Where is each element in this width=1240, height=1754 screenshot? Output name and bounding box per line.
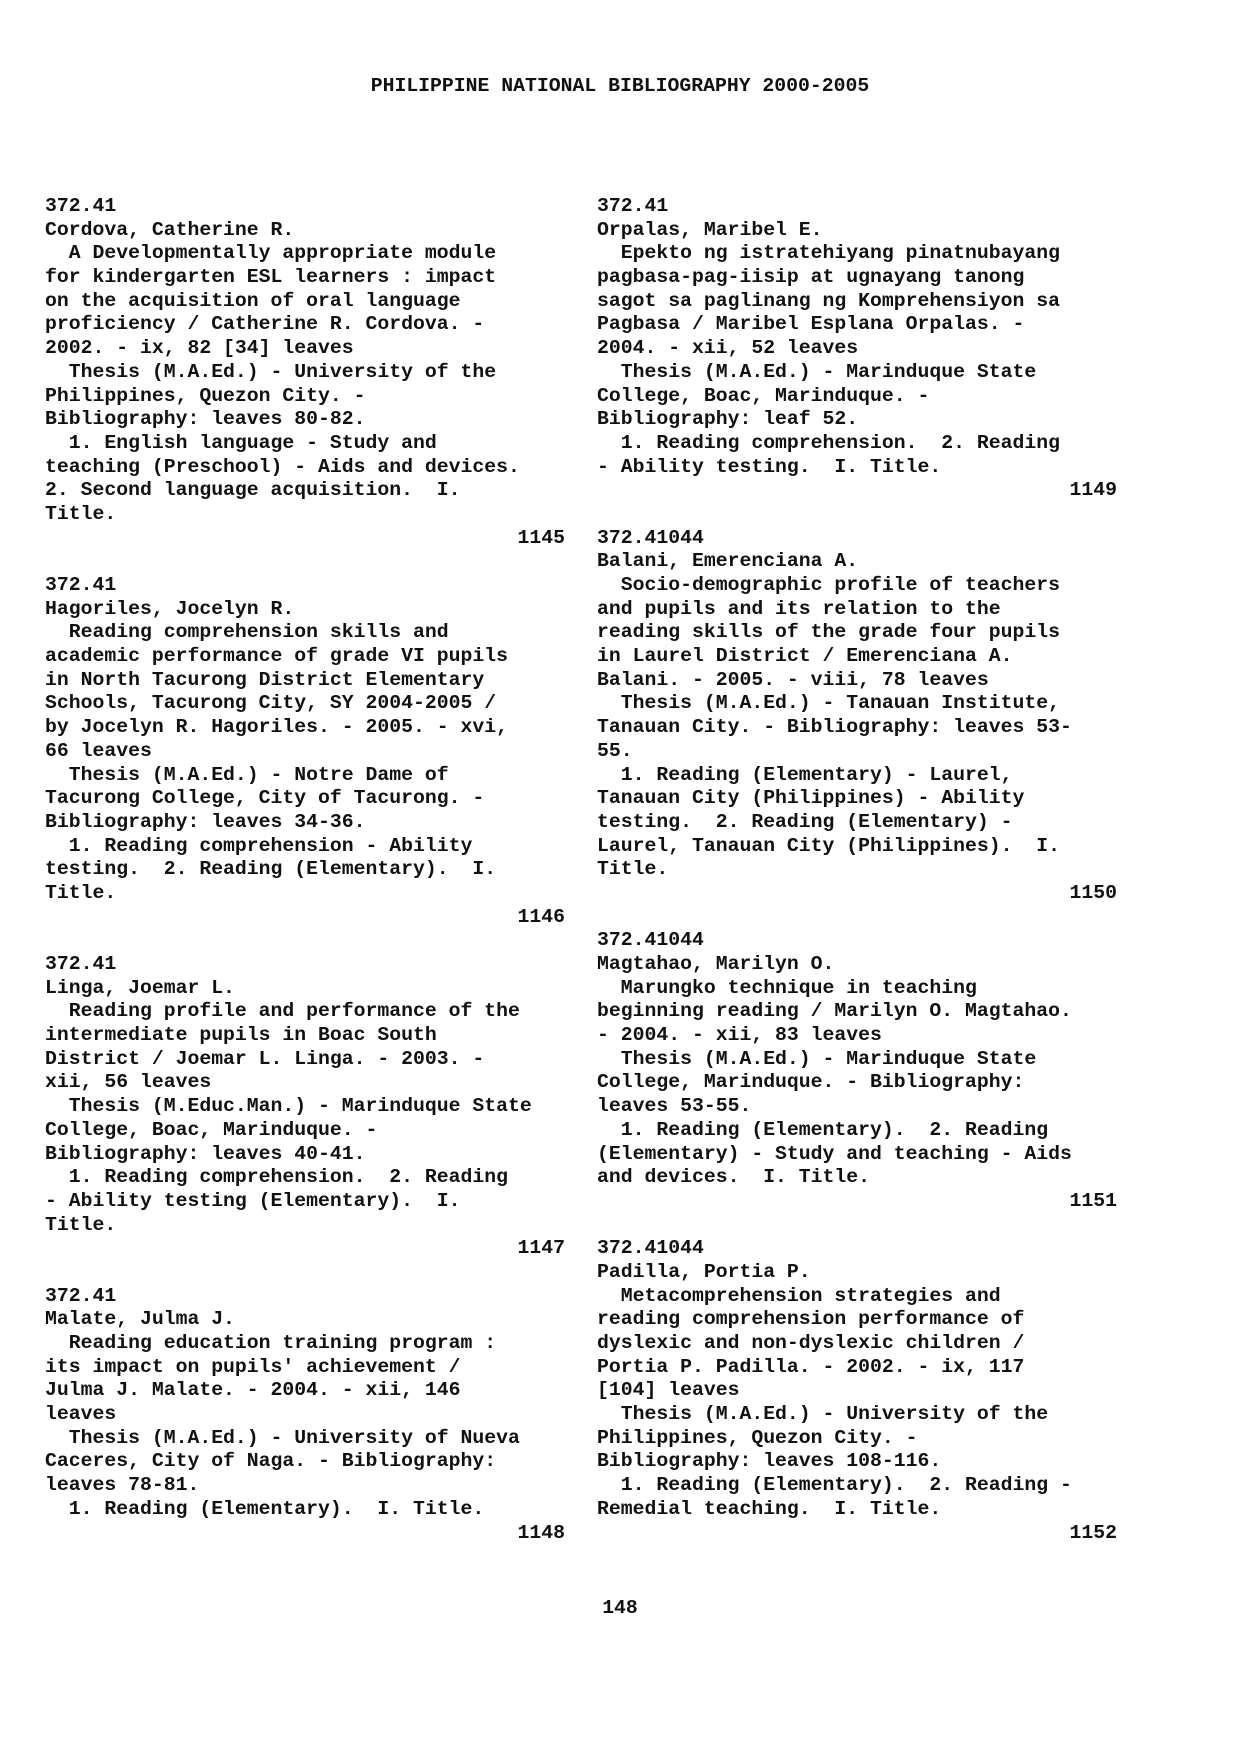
entry-text-line: leaves 78-81.	[45, 1474, 200, 1497]
entry-text-line: Thesis (M.A.Ed.) - Marinduque State	[597, 360, 1037, 383]
entry-text-line: Tanauan City. - Bibliography: leaves 53-	[597, 716, 1072, 739]
entry-author: Orpalas, Maribel E.	[597, 218, 823, 241]
entry-number: 1150	[1069, 881, 1117, 904]
entry-text-line: teaching (Preschool) - Aids and devices.	[45, 455, 520, 478]
entry-text-line: Title.	[45, 502, 117, 525]
entry-text-line: its impact on pupils' achievement /	[45, 1355, 461, 1378]
entry-text-line: Philippines, Quezon City. -	[45, 384, 366, 407]
entry-text-line: reading comprehension performance of	[597, 1308, 1025, 1331]
entry-text-line: - 2004. - xii, 83 leaves	[597, 1024, 882, 1047]
entry-text-line: - Ability testing. I. Title.	[597, 455, 942, 478]
entry-text-line: 1. Reading (Elementary). 2. Reading	[597, 1118, 1049, 1141]
entry-text-line: Balani. - 2005. - viii, 78 leaves	[597, 668, 989, 691]
entry-text-line: sagot sa paglinang ng Komprehensiyon sa	[597, 289, 1060, 312]
call-number: 372.41	[45, 574, 117, 596]
entry-text-line: 2002. - ix, 82 [34] leaves	[45, 337, 354, 360]
entry-text-line: Bibliography: leaves 34-36.	[45, 810, 366, 833]
page-header: PHILIPPINE NATIONAL BIBLIOGRAPHY 2000-2005	[370, 75, 870, 97]
entry-text-line: intermediate pupils in Boac South	[45, 1024, 437, 1047]
entry-text-line: 2004. - xii, 52 leaves	[597, 337, 859, 360]
entry-text-line: testing. 2. Reading (Elementary) -	[597, 810, 1013, 833]
bibliography-entry	[597, 1237, 1117, 1545]
entry-text-line: (Elementary) - Study and teaching - Aids	[597, 1142, 1072, 1165]
entry-text-line: College, Boac, Marinduque. -	[45, 1118, 378, 1141]
entry-text-line: Tacurong College, City of Tacurong. -	[45, 787, 485, 810]
entry-text-line: in North Tacurong District Elementary	[45, 668, 485, 691]
entry-author: Linga, Joemar L.	[45, 976, 235, 999]
entry-text-line: Bibliography: leaf 52.	[597, 408, 859, 431]
entry-text-line: 1. Reading (Elementary) - Laurel,	[597, 763, 1013, 786]
entry-text-line: Thesis (M.A.Ed.) - University of the	[45, 360, 497, 383]
entry-author: Cordova, Catherine R.	[45, 218, 295, 241]
entry-text-line: Reading comprehension skills and	[45, 621, 449, 644]
entry-text-line: A Developmentally appropriate module	[45, 242, 497, 265]
entry-author: Balani, Emerenciana A.	[597, 550, 859, 573]
entry-text-line: and devices. I. Title.	[597, 1166, 871, 1189]
entry-text-line: Pagbasa / Maribel Esplana Orpalas. -	[597, 313, 1025, 336]
page-number: 148	[602, 1597, 638, 1619]
entry-text-line: Schools, Tacurong City, SY 2004-2005 /	[45, 692, 497, 715]
entry-text-line: Portia P. Padilla. - 2002. - ix, 117	[597, 1355, 1025, 1378]
entry-text-line: Title.	[597, 858, 669, 881]
entry-text-line: Marungko technique in teaching	[597, 976, 977, 999]
entry-text-line: Thesis (M.A.Ed.) - University of the	[597, 1403, 1049, 1426]
entry-text-line: Julma J. Malate. - 2004. - xii, 146	[45, 1379, 461, 1402]
entry-text-line: Reading education training program :	[45, 1332, 497, 1354]
entry-text-line: pagbasa-pag-iisip at ugnayang tanong	[597, 266, 1025, 289]
entry-text-line: testing. 2. Reading (Elementary). I.	[45, 858, 497, 881]
entry-text-line: Title.	[45, 1213, 117, 1236]
bibliography-entry	[597, 929, 1117, 1213]
entry-text-line: Thesis (M.A.Ed.) - Marinduque State	[597, 1047, 1037, 1070]
entry-text-line: in Laurel District / Emerenciana A.	[597, 645, 1013, 668]
bibliography-entry	[597, 195, 1117, 503]
entry-text-line: 1. Reading comprehension. 2. Reading	[45, 1166, 508, 1189]
bibliography-entry	[45, 574, 565, 929]
entry-author: Magtahao, Marilyn O.	[597, 953, 835, 975]
entry-text-line: [104] leaves	[597, 1379, 740, 1402]
call-number: 372.41044	[597, 929, 704, 952]
entry-text-line: Thesis (M.Educ.Man.) - Marinduque State	[45, 1095, 532, 1118]
entry-number: 1148	[517, 1521, 565, 1544]
entry-text-line: Reading profile and performance of the	[45, 1000, 520, 1023]
entry-text-line: xii, 56 leaves	[45, 1071, 212, 1094]
entry-text-line: 1. Reading (Elementary). 2. Reading -	[597, 1474, 1072, 1497]
entry-text-line: Bibliography: leaves 40-41.	[45, 1142, 366, 1165]
entry-number: 1151	[1069, 1189, 1117, 1212]
entry-text-line: leaves 53-55.	[597, 1095, 752, 1118]
entry-text-line: 66 leaves	[45, 739, 152, 762]
entry-text-line: Thesis (M.A.Ed.) - Tanauan Institute,	[597, 692, 1060, 715]
entry-text-line: Remedial teaching. I. Title.	[597, 1497, 942, 1520]
entry-text-line: Laurel, Tanauan City (Philippines). I.	[597, 834, 1060, 857]
entry-text-line: 1. Reading comprehension - Ability	[45, 834, 473, 857]
entry-text-line: Socio-demographic profile of teachers	[597, 574, 1060, 596]
entry-text-line: Philippines, Quezon City. -	[597, 1426, 918, 1449]
entry-text-line: Bibliography: leaves 80-82.	[45, 408, 366, 431]
entry-text-line: proficiency / Catherine R. Cordova. -	[45, 313, 485, 336]
entry-text-line: Thesis (M.A.Ed.) - Notre Dame of	[45, 763, 449, 786]
entry-text-line: reading skills of the grade four pupils	[597, 621, 1060, 644]
entry-text-line: - Ability testing (Elementary). I.	[45, 1189, 461, 1212]
entry-text-line: College, Marinduque. - Bibliography:	[597, 1071, 1025, 1094]
entry-text-line: Epekto ng istratehiyang pinatnubayang	[597, 242, 1060, 265]
entry-author: Malate, Julma J.	[45, 1308, 235, 1331]
entry-text-line: District / Joemar L. Linga. - 2003. -	[45, 1047, 485, 1070]
left-column	[45, 195, 565, 1569]
entry-number: 1147	[517, 1237, 565, 1260]
entry-text-line: Metacomprehension strategies and	[597, 1284, 1001, 1307]
bibliography-entry	[45, 195, 565, 550]
entry-text-line: Thesis (M.A.Ed.) - University of Nueva	[45, 1426, 520, 1449]
entry-text-line: leaves	[45, 1403, 117, 1426]
entry-text-line: academic performance of grade VI pupils	[45, 645, 508, 668]
entry-number: 1146	[517, 905, 565, 928]
entry-number: 1145	[517, 526, 565, 549]
entry-text-line: 2. Second language acquisition. I.	[45, 479, 461, 502]
right-column	[597, 195, 1117, 1569]
call-number: 372.41044	[597, 1237, 704, 1260]
entry-text-line: beginning reading / Marilyn O. Magtahao.	[597, 1000, 1072, 1023]
entry-number: 1149	[1069, 479, 1117, 502]
entry-text-line: 1. English language - Study and	[45, 431, 437, 454]
entry-text-line: Title.	[45, 881, 117, 904]
entry-text-line: on the acquisition of oral language	[45, 289, 461, 312]
entry-text-line: College, Boac, Marinduque. -	[597, 384, 930, 407]
bibliography-entry	[45, 953, 565, 1261]
entry-text-line: Bibliography: leaves 108-116.	[597, 1450, 942, 1473]
call-number: 372.41	[45, 953, 117, 975]
entry-author: Padilla, Portia P.	[597, 1260, 811, 1283]
entry-text-line: by Jocelyn R. Hagoriles. - 2005. - xvi,	[45, 716, 508, 739]
call-number: 372.41	[597, 195, 669, 217]
bibliography-entry	[597, 527, 1117, 906]
entry-author: Hagoriles, Jocelyn R.	[45, 597, 295, 620]
entry-text-line: Tanauan City (Philippines) - Ability	[597, 787, 1025, 810]
entry-text-line: Caceres, City of Naga. - Bibliography:	[45, 1450, 497, 1473]
entry-text-line: 55.	[597, 739, 633, 762]
call-number: 372.41044	[597, 526, 704, 549]
entry-text-line: 1. Reading comprehension. 2. Reading	[597, 431, 1060, 454]
entry-text-line: and pupils and its relation to the	[597, 597, 1001, 620]
entry-text-line: dyslexic and non-dyslexic children /	[597, 1332, 1025, 1354]
call-number: 372.41	[45, 1284, 117, 1307]
entry-text-line: 1. Reading (Elementary). I. Title.	[45, 1497, 485, 1520]
bibliography-entry	[45, 1285, 565, 1546]
call-number: 372.41	[45, 195, 117, 217]
entry-text-line: for kindergarten ESL learners : impact	[45, 266, 497, 289]
entry-number: 1152	[1069, 1521, 1117, 1544]
